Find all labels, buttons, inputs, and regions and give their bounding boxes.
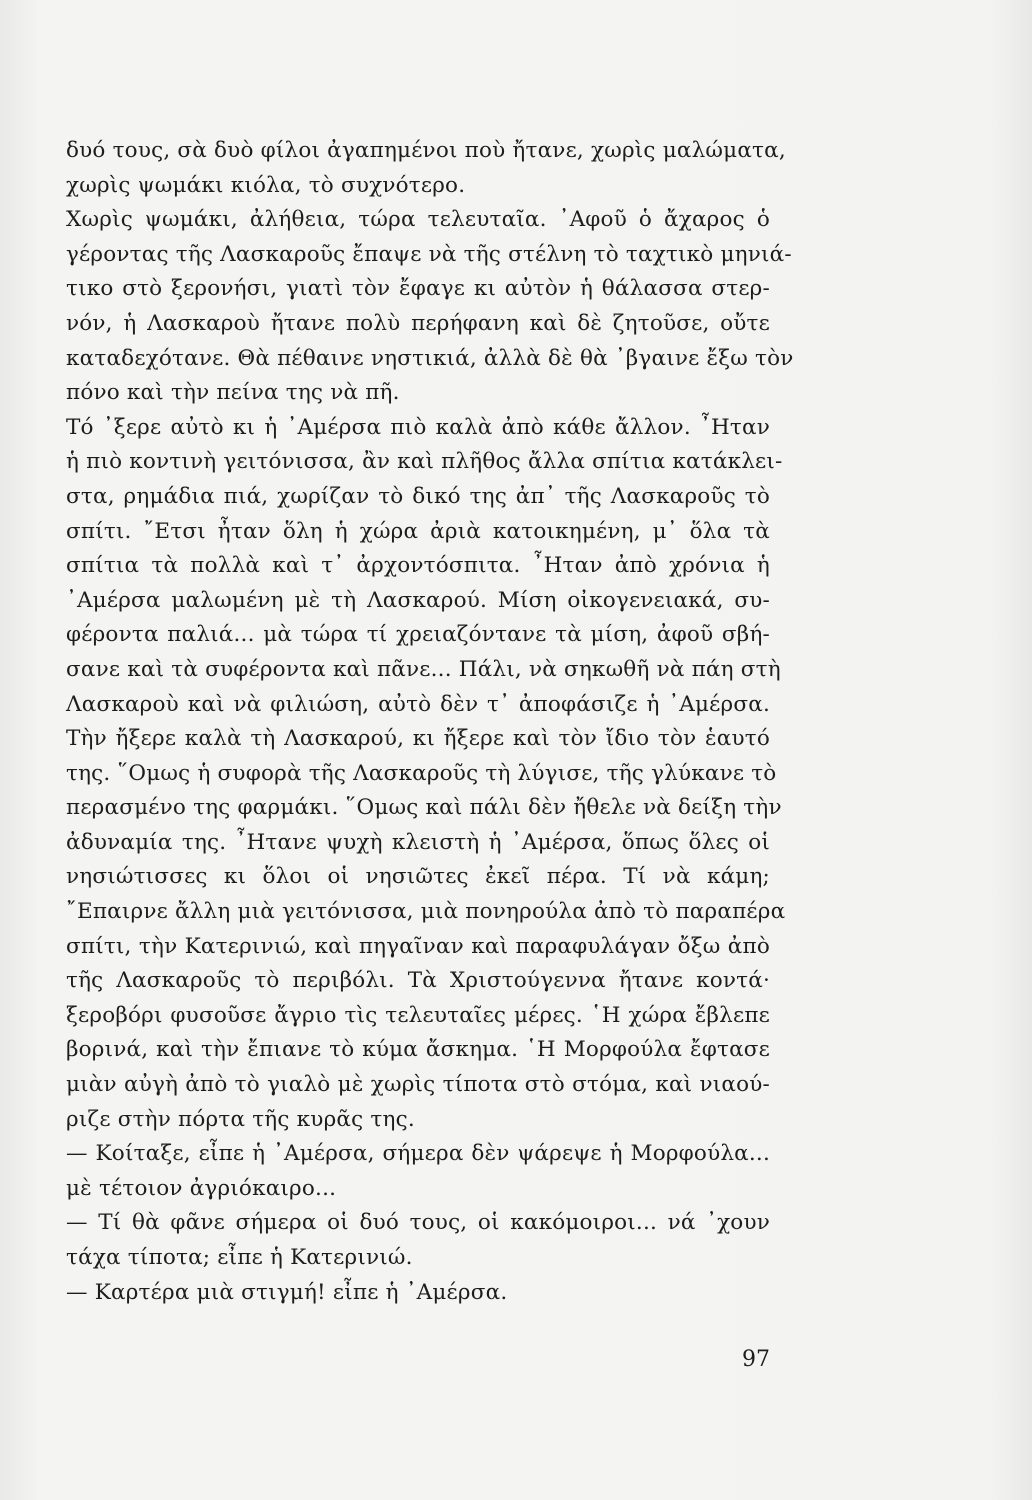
page-number: 97 [742, 1347, 770, 1372]
text-line: ξεροβόρι φυσοῦσε ἄγριο τὶς τελευταῖες μέρες. ῾Η χώρα ἔβλεπε [66, 1002, 770, 1028]
text-line: σανε καὶ τὰ συφέροντα καὶ πᾶνε... Πάλι, νὰ σηκωθῆ νὰ πάη στὴ [66, 656, 781, 682]
text-line: ᾿Αμέρσα μαλωμένη μὲ τὴ Λασκαρού. Μίση οἰκογενειακά, συ- [66, 587, 770, 613]
text-line: Χωρὶς ψωμάκι, ἀλήθεια, τώρα τελευταῖα. ᾿Αφοῦ ὁ ἄχαρος ὁ [66, 207, 770, 233]
text-line: φέροντα παλιά... μὰ τώρα τί χρειαζόντανε τὰ μίση, ἀφοῦ σβή- [66, 622, 770, 648]
text-line: καταδεχότανε. Θὰ πέθαινε νηστικιά, ἀλλὰ δὲ θὰ ᾿βγαινε ἔξω τὸν [66, 345, 794, 371]
text-line: Τὴν ἤξερε καλὰ τὴ Λασκαρού, κι ἤξερε καὶ τὸν ἴδιο τὸν ἑαυτό [66, 726, 770, 752]
text-line: γέροντας τῆς Λασκαροῦς ἔπαψε νὰ τῆς στέλνη τὸ ταχτικὸ μηνιά- [66, 241, 792, 267]
text-line: χωρὶς ψωμάκι κιόλα, τὸ συχνότερο. [66, 172, 466, 198]
text-line: ῎Επαιρνε ἄλλη μιὰ γειτόνισσα, μιὰ πονηρούλα ἀπὸ τὸ παραπέρα [66, 899, 786, 925]
body-text [66, 134, 794, 1310]
text-line: μὲ τέτοιον ἀγριόκαιρο... [66, 1175, 337, 1201]
text-line: ἀδυναμία της. ῏Ητανε ψυχὴ κλειστὴ ἡ ᾿Αμέρσα, ὅπως ὅλες οἱ [66, 829, 770, 855]
text-line: στα, ρημάδια πιά, χωρίζαν τὸ δικό της ἀπ᾿ τῆς Λασκαροῦς τὸ [66, 483, 770, 509]
text-line: ριζε στὴν πόρτα τῆς κυρᾶς της. [66, 1106, 415, 1132]
text-line: Τό ᾿ξερε αὐτὸ κι ἡ ᾿Αμέρσα πιὸ καλὰ ἀπὸ κάθε ἄλλον. ῏Ηταν [66, 414, 770, 440]
text-line: σπίτι, τὴν Κατερινιώ, καὶ πηγαῖναν καὶ παραφυλάγαν ὄξω ἀπὸ [66, 933, 770, 959]
text-line: τάχα τίποτα; εἶπε ἡ Κατερινιώ. [66, 1245, 413, 1270]
text-line: περασμένο της φαρμάκι. ῞Ομως καὶ πάλι δὲν ἤθελε νὰ δείξη τὴν [66, 795, 782, 821]
text-line: σπίτι. ῎Ετσι ἦταν ὅλη ἡ χώρα ἀριὰ κατοικημένη, μ᾿ ὅλα τὰ [66, 518, 770, 544]
text-line: τῆς Λασκαροῦς τὸ περιβόλι. Τὰ Χριστούγεννα ἤτανε κοντά· [66, 968, 770, 994]
text-line: σπίτια τὰ πολλὰ καὶ τ᾿ ἀρχοντόσπιτα. ῏Ηταν ἀπὸ χρόνια ἡ [66, 553, 770, 579]
text-line: — Κοίταξε, εἶπε ἡ ᾿Αμέρσα, σήμερα δὲν ψάρεψε ἡ Μορφούλα... [66, 1141, 770, 1167]
text-line: νόν, ἡ Λασκαροὺ ἤτανε πολὺ περήφανη καὶ δὲ ζητοῦσε, οὔτε [66, 310, 770, 336]
text-line: μιὰν αὐγὴ ἀπὸ τὸ γιαλὸ μὲ χωρὶς τίποτα στὸ στόμα, καὶ νιαού- [66, 1072, 770, 1098]
text-line: νησιώτισσες κι ὅλοι οἱ νησιῶτες ἐκεῖ πέρα. Τί νὰ κάμη; [66, 864, 770, 890]
text-line: ἡ πιὸ κοντινὴ γειτόνισσα, ἂν καὶ πλῆθος ἄλλα σπίτια κατάκλει- [66, 449, 783, 475]
text-line: Λασκαροὺ καὶ νὰ φιλιώση, αὐτὸ δὲν τ᾿ ἀποφάσιζε ἡ ᾿Αμέρσα. [66, 691, 770, 717]
text-line: — Τί θὰ φᾶνε σήμερα οἱ δυό τους, οἱ κακόμοιροι... νά ᾿χουν [66, 1210, 770, 1236]
text-line: τικο στὸ ξερονήσι, γιατὶ τὸν ἔφαγε κι αὐτὸν ἡ θάλασσα στερ- [66, 276, 770, 302]
text-line: πόνο καὶ τὴν πείνα της νὰ πῆ. [66, 380, 400, 406]
text-line: της. ῞Ομως ἡ συφορὰ τῆς Λασκαροῦς τὴ λύγισε, τῆς γλύκανε τὸ [66, 760, 777, 786]
text-line: βορινά, καὶ τὴν ἔπιανε τὸ κύμα ἄσκημα. ῾Η Μορφούλα ἔφτασε [66, 1037, 770, 1063]
text-line: — Καρτέρα μιὰ στιγμή! εἶπε ἡ ᾿Αμέρσα. [66, 1279, 508, 1305]
text-line: δυό τους, σὰ δυὸ φίλοι ἀγαπημένοι ποὺ ἤτανε, χωρὶς μαλώματα, [66, 138, 786, 163]
